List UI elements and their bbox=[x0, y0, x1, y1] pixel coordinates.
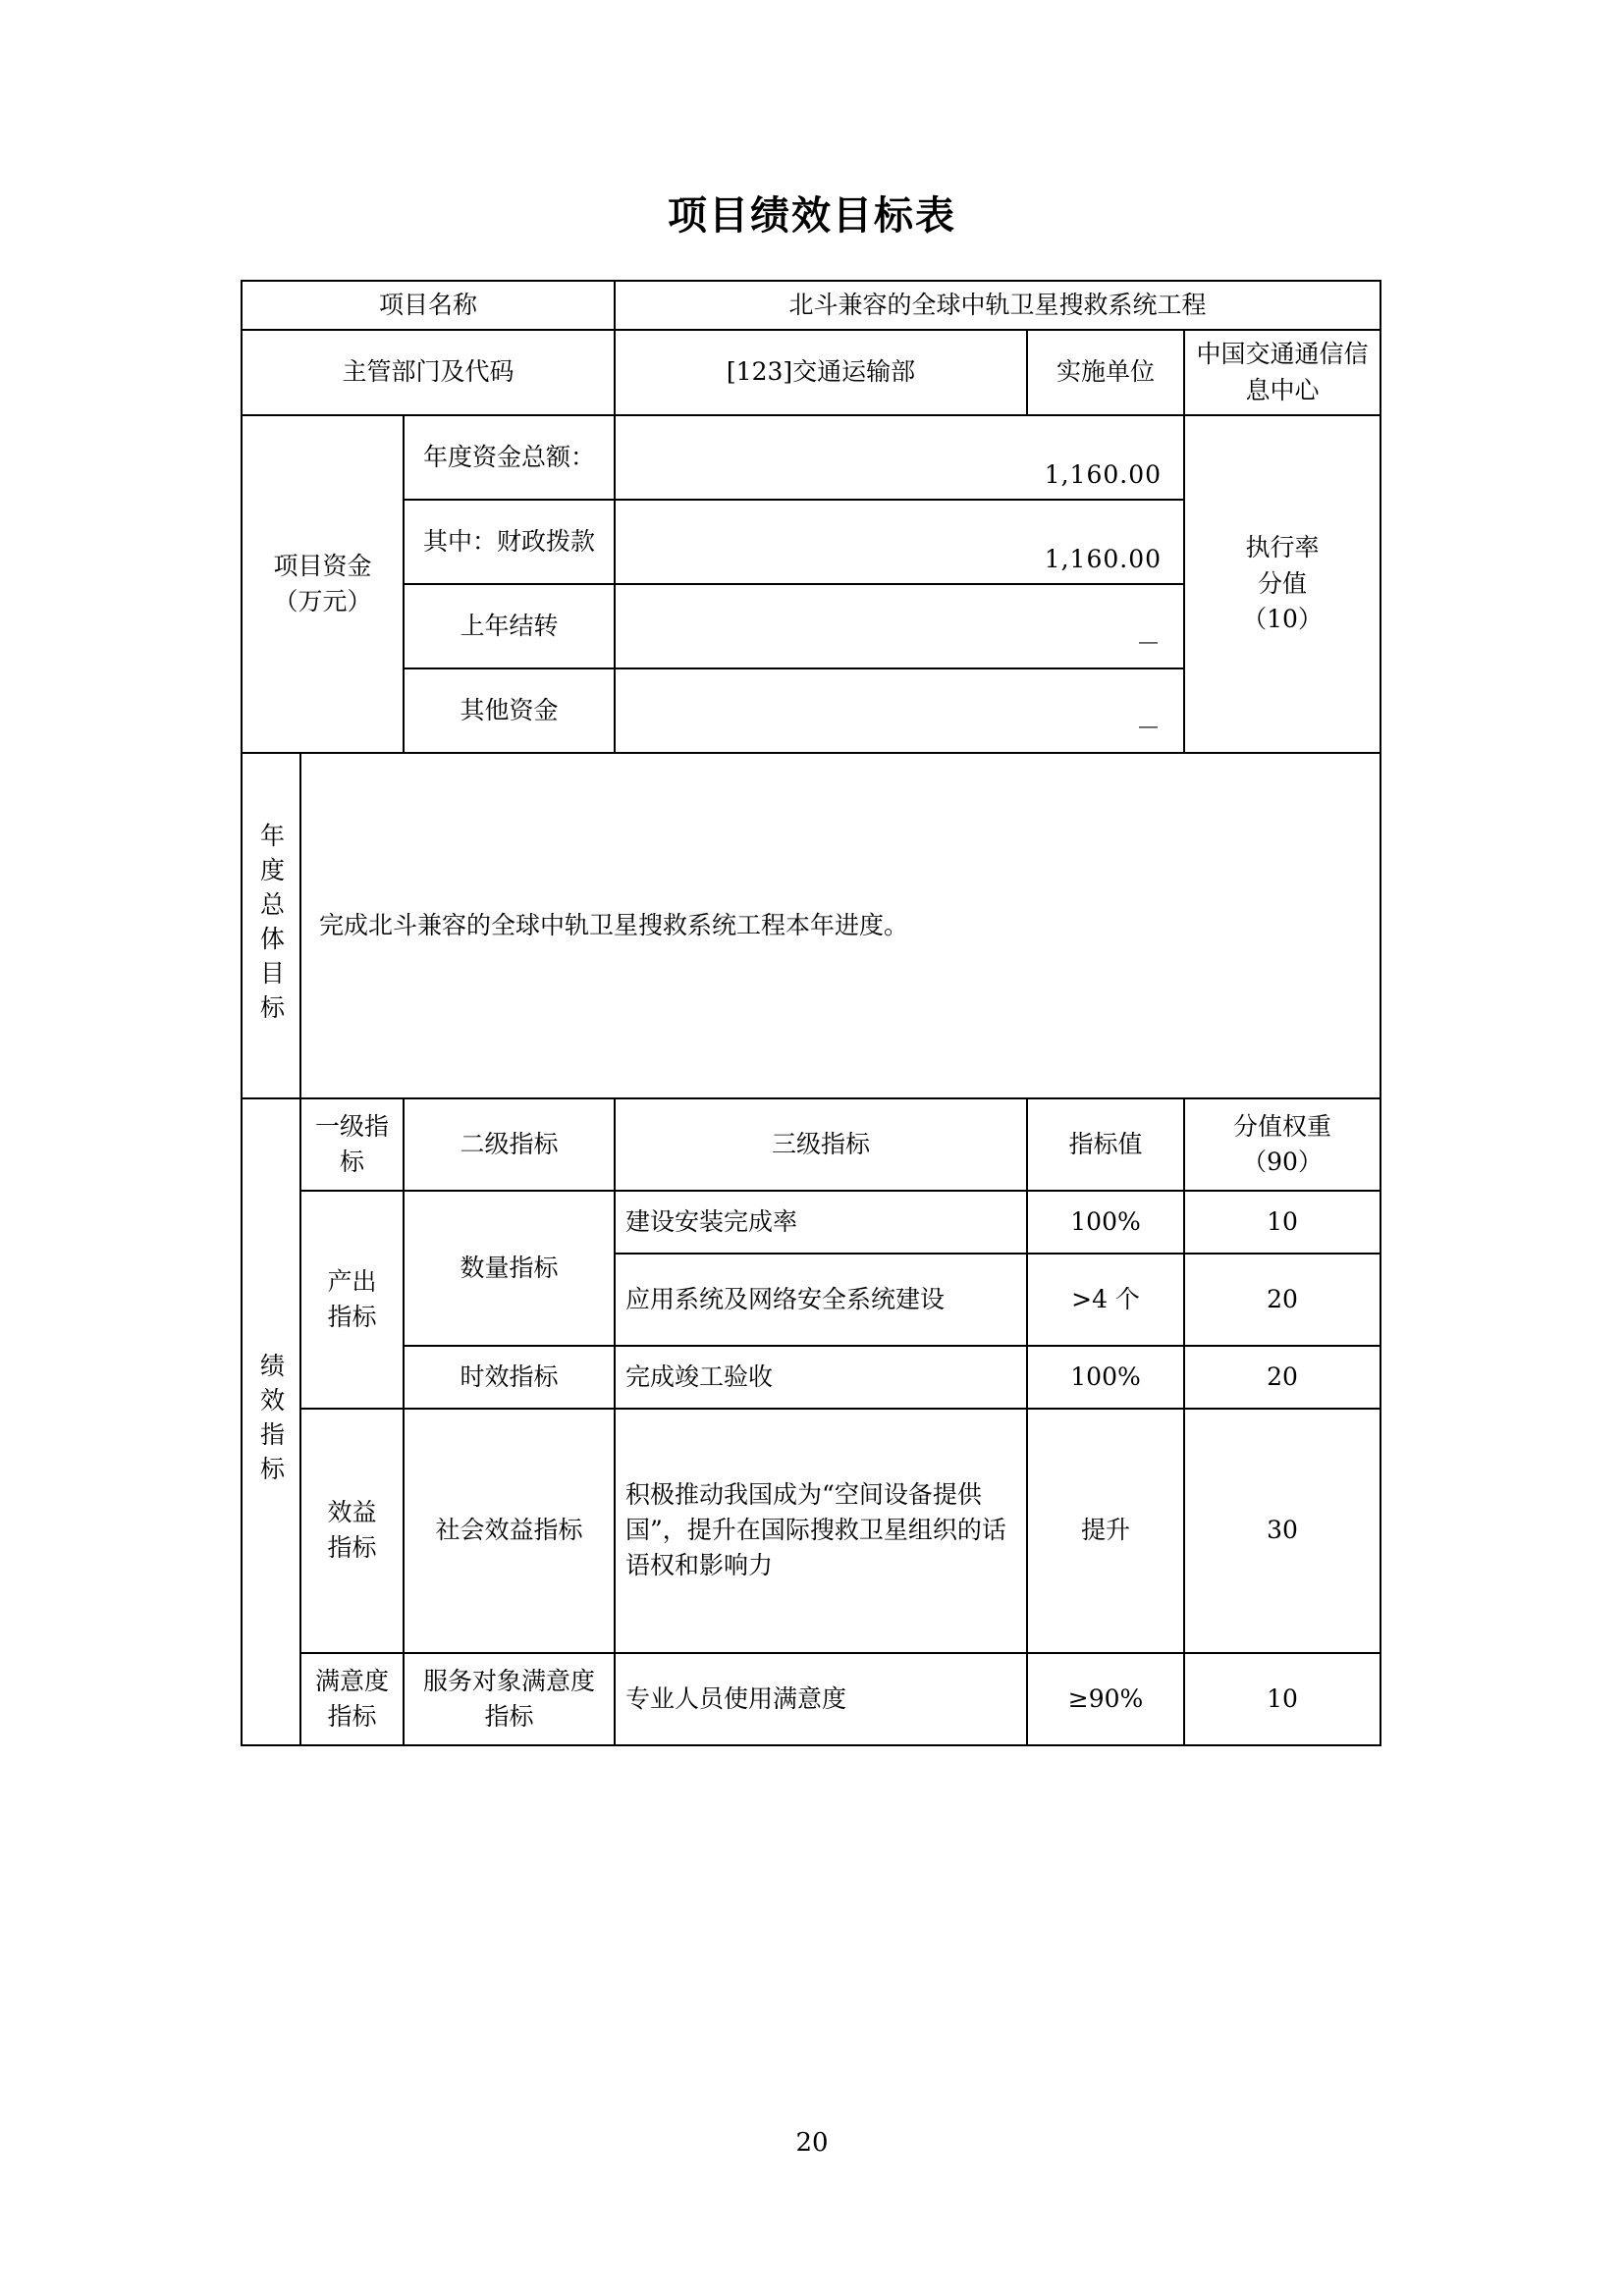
indicator-weight: 20 bbox=[1184, 1346, 1380, 1409]
indicator-level2-quantity: 数量指标 bbox=[404, 1191, 615, 1346]
table-row-indicator-header bbox=[242, 1098, 1380, 1191]
annual-goal-text: 完成北斗兼容的全球中轨卫星搜救系统工程本年进度。 bbox=[300, 753, 1380, 1098]
indicator-value: ≥90% bbox=[1027, 1653, 1184, 1745]
table-row-project-name bbox=[242, 281, 1380, 330]
page-number: 20 bbox=[795, 2128, 829, 2158]
department-label: 主管部门及代码 bbox=[242, 330, 615, 415]
indicator-level3: 建设安装完成率 bbox=[615, 1191, 1027, 1254]
table-row-indicator bbox=[242, 1346, 1380, 1409]
performance-section-label-text: 绩效指标 bbox=[256, 1353, 286, 1491]
table-row-indicator bbox=[242, 1653, 1380, 1745]
funding-label-appropriation: 其中：财政拨款 bbox=[404, 500, 615, 584]
execution-rate-score-label: 执行率 分值 （10） bbox=[1184, 415, 1380, 753]
indicator-level3: 完成竣工验收 bbox=[615, 1346, 1027, 1409]
indicator-level3: 专业人员使用满意度 bbox=[615, 1653, 1027, 1745]
indicator-level1-satisfaction: 满意度 指标 bbox=[300, 1653, 404, 1745]
implementing-unit-value: 中国交通通信信息中心 bbox=[1184, 330, 1380, 415]
indicator-weight: 20 bbox=[1184, 1254, 1380, 1346]
indicator-value: >4 个 bbox=[1027, 1254, 1184, 1346]
indicator-weight: 10 bbox=[1184, 1191, 1380, 1254]
header-level2: 二级指标 bbox=[404, 1098, 615, 1191]
annual-goal-label bbox=[242, 753, 300, 1098]
page-title: 项目绩效目标表 bbox=[668, 193, 956, 239]
funding-value-carryover: － bbox=[615, 584, 1184, 668]
indicator-value: 提升 bbox=[1027, 1409, 1184, 1653]
header-weight: 分值权重 （90） bbox=[1184, 1098, 1380, 1191]
table-row-funding-total bbox=[242, 415, 1380, 500]
performance-goal-table bbox=[241, 280, 1381, 1746]
indicator-level2-service-satisfaction: 服务对象满意度指标 bbox=[404, 1653, 615, 1745]
indicator-level3: 积极推动我国成为“空间设备提供国”，提升在国际搜救卫星组织的话语权和影响力 bbox=[615, 1409, 1027, 1653]
funding-label-total: 年度资金总额： bbox=[404, 415, 615, 500]
project-name-value: 北斗兼容的全球中轨卫星搜救系统工程 bbox=[615, 281, 1380, 330]
annual-goal-label-text: 年度总体目标 bbox=[256, 822, 286, 1029]
indicator-value: 100% bbox=[1027, 1191, 1184, 1254]
indicator-level1-benefit: 效益 指标 bbox=[300, 1409, 404, 1653]
funding-value-appropriation: 1,160.00 bbox=[615, 500, 1184, 584]
funding-value-other: － bbox=[615, 668, 1184, 753]
header-value: 指标值 bbox=[1027, 1098, 1184, 1191]
table-row-indicator bbox=[242, 1191, 1380, 1254]
performance-section-label bbox=[242, 1098, 300, 1745]
department-value: [123]交通运输部 bbox=[615, 330, 1027, 415]
header-level1: 一级指标 bbox=[300, 1098, 404, 1191]
table-row-annual-goal bbox=[242, 753, 1380, 1098]
funding-label-other: 其他资金 bbox=[404, 668, 615, 753]
table-row-indicator bbox=[242, 1409, 1380, 1653]
implementing-unit-label: 实施单位 bbox=[1027, 330, 1184, 415]
indicator-level3: 应用系统及网络安全系统建设 bbox=[615, 1254, 1027, 1346]
indicator-level2-social-benefit: 社会效益指标 bbox=[404, 1409, 615, 1653]
table-row-department bbox=[242, 330, 1380, 415]
funding-value-total: 1,160.00 bbox=[615, 415, 1184, 500]
indicator-level1-output: 产出 指标 bbox=[300, 1191, 404, 1409]
funding-label-carryover: 上年结转 bbox=[404, 584, 615, 668]
indicator-weight: 10 bbox=[1184, 1653, 1380, 1745]
performance-goal-table-container bbox=[241, 280, 1380, 1746]
indicator-level2-timeliness: 时效指标 bbox=[404, 1346, 615, 1409]
funding-section-label: 项目资金 （万元） bbox=[242, 415, 404, 753]
project-name-label: 项目名称 bbox=[242, 281, 615, 330]
indicator-value: 100% bbox=[1027, 1346, 1184, 1409]
header-level3: 三级指标 bbox=[615, 1098, 1027, 1191]
indicator-weight: 30 bbox=[1184, 1409, 1380, 1653]
